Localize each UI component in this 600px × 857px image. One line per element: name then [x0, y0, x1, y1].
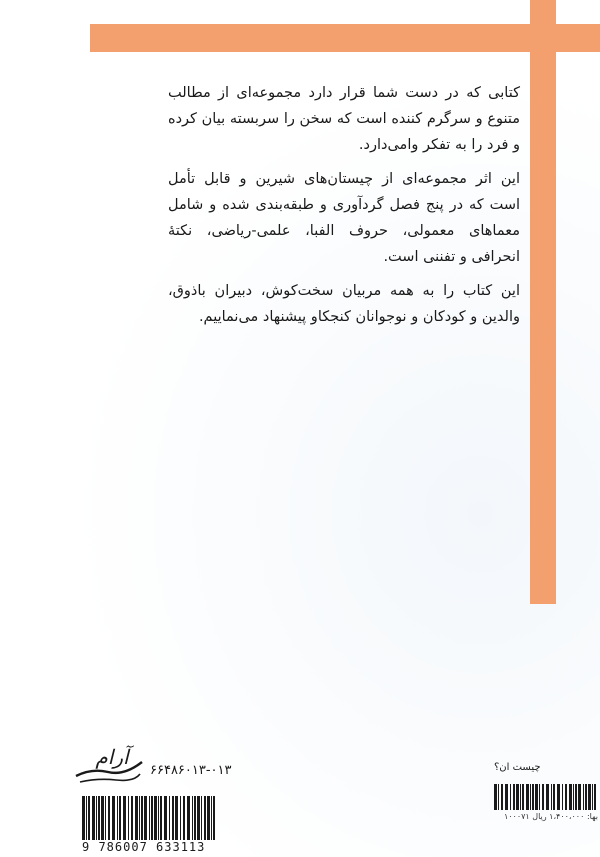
publisher-phone: ۶۶۴۸۶۰۱۳-۰۱۳ — [150, 763, 232, 778]
publisher-logo — [72, 738, 146, 794]
barcode-bar — [123, 796, 126, 840]
barcode-bar — [172, 796, 174, 840]
barcode-bar — [516, 784, 519, 810]
paragraph-1: کتابی که در دست شما قرار دارد مجموعه‌ای از مطالب متنوع و سرگرم کننده است که سخن را سربسته بیان کرده و فرد را به تفکر وامی‌دارد. — [168, 85, 520, 153]
barcode-bar — [197, 796, 200, 840]
barcode-bar — [569, 784, 572, 810]
barcode-bar — [513, 784, 515, 810]
barcode-bar — [535, 784, 538, 810]
barcode-bar — [201, 796, 202, 840]
barcode-bar — [149, 796, 150, 840]
series-label: چیست ان؟ — [494, 762, 541, 773]
barcode-bar — [131, 796, 133, 840]
orange-vertical-bar — [530, 0, 556, 604]
paragraph-2: این اثر مجموعه‌ای از چیستان‌های شیرین و قابل تأمل است که در پنج فصل گردآوری و طبقه‌بندی شده و شامل معماهای معمولی، حروف الفبا، علمی-ریاضی، نکتهٔ انحرافی و تفننی است. — [168, 171, 520, 265]
barcode-bar — [575, 784, 577, 810]
barcode-bar — [144, 796, 147, 840]
barcode-bar — [180, 796, 181, 840]
barcode-bar — [594, 784, 596, 810]
barcode-bar — [187, 796, 190, 840]
barcode-bar — [86, 796, 87, 840]
price-barcode — [494, 784, 598, 810]
barcode-bar — [88, 796, 90, 840]
barcode-bar — [522, 784, 524, 810]
barcode-bar — [494, 784, 497, 810]
barcode-bar — [128, 796, 129, 840]
barcode-bar — [98, 796, 100, 840]
barcode-bar — [96, 796, 97, 840]
publisher-logo-text: آرام — [95, 745, 129, 769]
back-cover-text — [168, 80, 520, 338]
barcode-bar — [557, 784, 560, 810]
barcode-bar — [578, 784, 581, 810]
price-text: بها: ۱،۴۰۰،۰۰۰ ریال ۱۰۰۰۷۱ — [503, 812, 598, 821]
barcode-bar — [158, 796, 159, 840]
barcode-bar — [164, 796, 167, 840]
barcode-bar — [520, 784, 521, 810]
barcode-bar — [101, 796, 104, 840]
barcode-bar — [573, 784, 574, 810]
barcode-bar — [112, 796, 115, 840]
barcode-bar — [530, 784, 531, 810]
barcode-bar — [546, 784, 549, 810]
barcode-bar — [183, 796, 185, 840]
barcode-bar — [82, 796, 85, 840]
barcode-bar — [498, 784, 499, 810]
barcode-bar — [151, 796, 153, 840]
barcode-bar — [501, 784, 503, 810]
barcode-bar — [539, 784, 540, 810]
barcode-bar — [139, 796, 140, 840]
barcode-bar — [526, 784, 529, 810]
barcode-bar — [117, 796, 118, 840]
barcode-bar — [592, 784, 593, 810]
barcode-bar — [105, 796, 106, 840]
barcode-bar — [108, 796, 110, 840]
barcode-bar — [585, 784, 587, 810]
barcode-bar — [92, 796, 95, 840]
barcode-bar — [510, 784, 511, 810]
barcode-bar — [135, 796, 138, 840]
barcode-bar — [207, 796, 210, 840]
barcode-bar — [119, 796, 121, 840]
barcode-bar — [160, 796, 162, 840]
barcode-bar — [562, 784, 563, 810]
barcode-bar — [213, 796, 215, 840]
barcode-bar — [505, 784, 508, 810]
barcode-bar — [211, 796, 212, 840]
paragraph-3: این کتاب را به همه مربیان سخت‌کوش، دبیران باذوق، والدین و کودکان و نوجوانان کنجکاو پیشنهاد می‌نماییم. — [168, 283, 520, 325]
barcode-bar — [583, 784, 584, 810]
barcode-bar — [532, 784, 534, 810]
barcode-bar — [194, 796, 196, 840]
barcode-bar — [175, 796, 178, 840]
barcode-bar — [141, 796, 143, 840]
barcode-bar — [565, 784, 567, 810]
barcode-bar — [542, 784, 544, 810]
barcode-bar — [154, 796, 157, 840]
barcode-bar — [551, 784, 552, 810]
barcode-bar — [169, 796, 170, 840]
barcode-bar — [588, 784, 591, 810]
barcode-bar — [192, 796, 193, 840]
barcode-bar — [553, 784, 555, 810]
orange-horizontal-bar — [90, 24, 600, 52]
barcode-bar — [204, 796, 206, 840]
isbn-barcode — [82, 796, 216, 840]
isbn-number: 9 786007 633113 — [82, 840, 206, 854]
